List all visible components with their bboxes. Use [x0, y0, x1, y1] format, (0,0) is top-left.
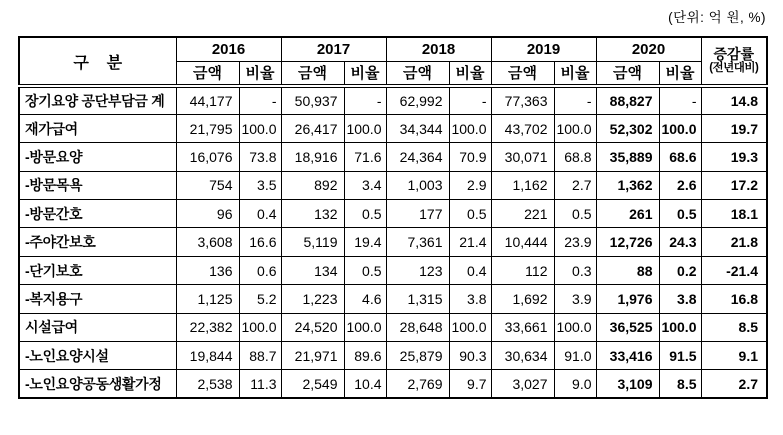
table-row	[19, 342, 767, 370]
change-rate-cell: 16.8	[701, 285, 767, 313]
value-cell: 3,109	[596, 370, 659, 398]
value-cell: 3.5	[239, 171, 281, 199]
value-cell: 77,363	[491, 86, 554, 114]
row-label: -노인요양공동생활가정	[19, 370, 176, 398]
value-cell: 91.5	[659, 342, 701, 370]
value-cell: 0.5	[344, 256, 386, 284]
value-cell: 88.7	[239, 342, 281, 370]
value-cell: 0.4	[239, 200, 281, 228]
value-cell: 2.7	[554, 171, 596, 199]
value-cell: 4.6	[344, 285, 386, 313]
value-cell: 10,444	[491, 228, 554, 256]
value-cell: -	[344, 86, 386, 114]
change-rate-cell: 8.5	[701, 313, 767, 341]
table-row	[19, 285, 767, 313]
value-cell: 1,976	[596, 285, 659, 313]
value-cell: 22,382	[176, 313, 239, 341]
amount-header: 금액	[281, 61, 344, 86]
amount-header: 금액	[176, 61, 239, 86]
value-cell: 24,364	[386, 143, 449, 171]
value-cell: 3,608	[176, 228, 239, 256]
row-label: -방문간호	[19, 200, 176, 228]
unit-label: (단위: 억 원, %)	[668, 10, 766, 25]
row-label: 시설급여	[19, 313, 176, 341]
value-cell: 34,344	[386, 114, 449, 142]
change-rate-cell: 21.8	[701, 228, 767, 256]
table-row	[19, 86, 767, 114]
change-rate-cell: 14.8	[701, 86, 767, 114]
value-cell: 25,879	[386, 342, 449, 370]
value-cell: 221	[491, 200, 554, 228]
row-label: -단기보호	[19, 256, 176, 284]
value-cell: 100.0	[344, 313, 386, 341]
value-cell: 177	[386, 200, 449, 228]
value-cell: 36,525	[596, 313, 659, 341]
value-cell: 35,889	[596, 143, 659, 171]
table-row	[19, 171, 767, 199]
value-cell: 0.5	[449, 200, 491, 228]
value-cell: 3.9	[554, 285, 596, 313]
value-cell: 0.5	[659, 200, 701, 228]
row-label: -방문목욕	[19, 171, 176, 199]
value-cell: -	[554, 86, 596, 114]
value-cell: 10.4	[344, 370, 386, 398]
value-cell: 5.2	[239, 285, 281, 313]
value-cell: 1,362	[596, 171, 659, 199]
value-cell: 33,416	[596, 342, 659, 370]
row-label: -복지용구	[19, 285, 176, 313]
value-cell: 73.8	[239, 143, 281, 171]
value-cell: 23.9	[554, 228, 596, 256]
value-cell: 21,795	[176, 114, 239, 142]
value-cell: 112	[491, 256, 554, 284]
value-cell: 100.0	[554, 313, 596, 341]
value-cell: 1,315	[386, 285, 449, 313]
value-cell: 1,692	[491, 285, 554, 313]
value-cell: -	[239, 86, 281, 114]
table-row	[19, 200, 767, 228]
table-body	[19, 86, 767, 398]
value-cell: 24.3	[659, 228, 701, 256]
year-header-2019: 2019	[491, 37, 596, 61]
row-label: 재가급여	[19, 114, 176, 142]
value-cell: 100.0	[659, 313, 701, 341]
value-cell: 12,726	[596, 228, 659, 256]
value-cell: 8.5	[659, 370, 701, 398]
value-cell: 0.5	[344, 200, 386, 228]
change-rate-header	[701, 37, 767, 86]
value-cell: 71.6	[344, 143, 386, 171]
table-row	[19, 228, 767, 256]
value-cell: 28,648	[386, 313, 449, 341]
value-cell: 100.0	[344, 114, 386, 142]
value-cell: 892	[281, 171, 344, 199]
table-row	[19, 313, 767, 341]
value-cell: 754	[176, 171, 239, 199]
value-cell: 2,538	[176, 370, 239, 398]
value-cell: 89.6	[344, 342, 386, 370]
value-cell: 43,702	[491, 114, 554, 142]
value-cell: 1,162	[491, 171, 554, 199]
value-cell: 0.6	[239, 256, 281, 284]
value-cell: 11.3	[239, 370, 281, 398]
value-cell: 88,827	[596, 86, 659, 114]
value-cell: 0.5	[554, 200, 596, 228]
row-label: -방문요양	[19, 143, 176, 171]
value-cell: 88	[596, 256, 659, 284]
value-cell: 16,076	[176, 143, 239, 171]
table-row	[19, 370, 767, 398]
value-cell: 1,003	[386, 171, 449, 199]
value-cell: -	[659, 86, 701, 114]
table-header	[19, 37, 767, 86]
amount-header: 금액	[491, 61, 554, 86]
table-row	[19, 143, 767, 171]
value-cell: 52,302	[596, 114, 659, 142]
value-cell: 3.8	[449, 285, 491, 313]
value-cell: 30,071	[491, 143, 554, 171]
change-rate-cell: 19.3	[701, 143, 767, 171]
value-cell: 19,844	[176, 342, 239, 370]
value-cell: 100.0	[554, 114, 596, 142]
ratio-header: 비율	[344, 61, 386, 86]
value-cell: 44,177	[176, 86, 239, 114]
value-cell: 136	[176, 256, 239, 284]
value-cell: 100.0	[449, 114, 491, 142]
year-header-2016: 2016	[176, 37, 281, 61]
value-cell: 68.8	[554, 143, 596, 171]
value-cell: 2.6	[659, 171, 701, 199]
value-cell: 100.0	[449, 313, 491, 341]
value-cell: 9.7	[449, 370, 491, 398]
value-cell: 7,361	[386, 228, 449, 256]
value-cell: 70.9	[449, 143, 491, 171]
change-rate-cell: 2.7	[701, 370, 767, 398]
corner-header: 구 분	[19, 37, 176, 86]
year-header-2018: 2018	[386, 37, 491, 61]
value-cell: 33,661	[491, 313, 554, 341]
value-cell: 16.6	[239, 228, 281, 256]
value-cell: 3.4	[344, 171, 386, 199]
value-cell: -	[449, 86, 491, 114]
value-cell: 24,520	[281, 313, 344, 341]
row-label: -노인요양시설	[19, 342, 176, 370]
amount-header: 금액	[386, 61, 449, 86]
year-header-2020: 2020	[596, 37, 701, 61]
amount-header: 금액	[596, 61, 659, 86]
value-cell: 123	[386, 256, 449, 284]
change-rate-cell: 17.2	[701, 171, 767, 199]
value-cell: 134	[281, 256, 344, 284]
value-cell: 3.8	[659, 285, 701, 313]
table-row	[19, 114, 767, 142]
value-cell: 62,992	[386, 86, 449, 114]
value-cell: 0.4	[449, 256, 491, 284]
value-cell: 2.9	[449, 171, 491, 199]
change-rate-cell: 18.1	[701, 200, 767, 228]
value-cell: 18,916	[281, 143, 344, 171]
value-cell: 9.0	[554, 370, 596, 398]
value-cell: 91.0	[554, 342, 596, 370]
value-cell: 3,027	[491, 370, 554, 398]
ratio-header: 비율	[554, 61, 596, 86]
year-header-2017: 2017	[281, 37, 386, 61]
value-cell: 2,549	[281, 370, 344, 398]
change-rate-cell: -21.4	[701, 256, 767, 284]
value-cell: 1,223	[281, 285, 344, 313]
ratio-header: 비율	[239, 61, 281, 86]
change-rate-header-line2: (전년대비)	[709, 62, 759, 74]
value-cell: 96	[176, 200, 239, 228]
value-cell: 50,937	[281, 86, 344, 114]
value-cell: 132	[281, 200, 344, 228]
value-cell: 26,417	[281, 114, 344, 142]
ratio-header: 비율	[659, 61, 701, 86]
value-cell: 5,119	[281, 228, 344, 256]
value-cell: 90.3	[449, 342, 491, 370]
row-label: -주야간보호	[19, 228, 176, 256]
value-cell: 1,125	[176, 285, 239, 313]
value-cell: 261	[596, 200, 659, 228]
value-cell: 100.0	[239, 114, 281, 142]
change-rate-header-line1: 증감률	[713, 46, 755, 62]
value-cell: 0.3	[554, 256, 596, 284]
value-cell: 30,634	[491, 342, 554, 370]
header-year-row	[19, 37, 767, 61]
value-cell: 100.0	[659, 114, 701, 142]
value-cell: 21.4	[449, 228, 491, 256]
longterm-care-contribution-table	[18, 36, 768, 399]
change-rate-cell: 19.7	[701, 114, 767, 142]
value-cell: 21,971	[281, 342, 344, 370]
value-cell: 2,769	[386, 370, 449, 398]
value-cell: 19.4	[344, 228, 386, 256]
change-rate-cell: 9.1	[701, 342, 767, 370]
value-cell: 68.6	[659, 143, 701, 171]
table-row	[19, 256, 767, 284]
ratio-header: 비율	[449, 61, 491, 86]
value-cell: 100.0	[239, 313, 281, 341]
value-cell: 0.2	[659, 256, 701, 284]
row-label: 장기요양 공단부담금 계	[19, 86, 176, 114]
